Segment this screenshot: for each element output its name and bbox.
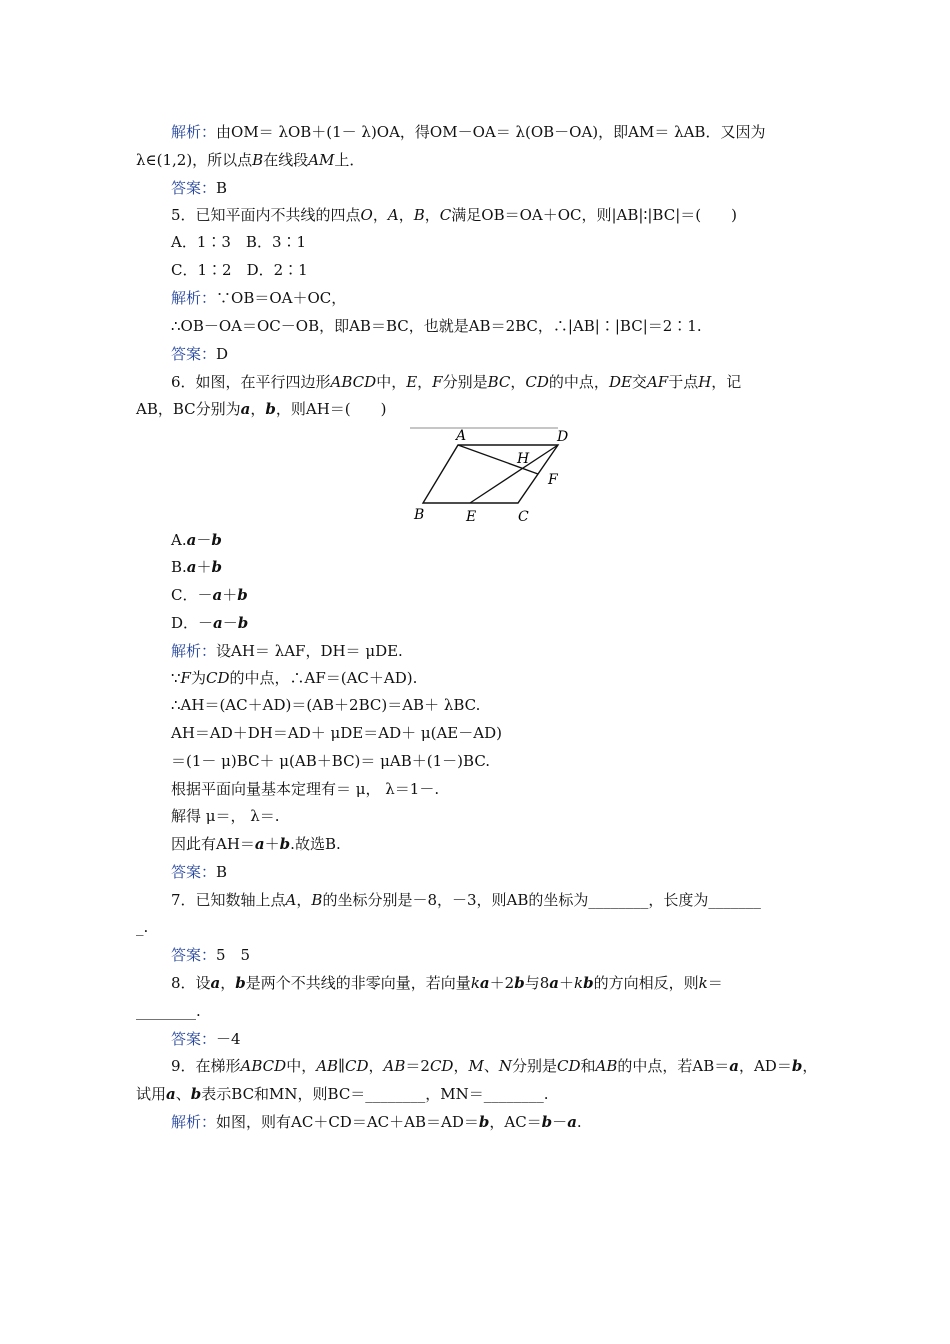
text-run: A．1∶3 B．3∶1 bbox=[171, 233, 307, 251]
text-run: AB bbox=[316, 1057, 339, 1075]
text-run: ， bbox=[453, 1057, 469, 1075]
text-line bbox=[171, 890, 761, 910]
text-run: ∵OB＝OA＋OC， bbox=[216, 289, 347, 307]
text-run: 交 bbox=[631, 373, 647, 391]
text-run: 中， bbox=[376, 373, 407, 391]
text-run: －4 bbox=[216, 1030, 241, 1048]
answer-label: 解析： bbox=[171, 123, 217, 141]
text-run: 的坐标分别是－8，－3，则AB的坐标为________，长度为_______ bbox=[322, 891, 761, 909]
text-run: 中， bbox=[286, 1057, 317, 1075]
text-run: 6．如图，在平行四边形 bbox=[171, 373, 331, 391]
text-run: 表示BC和MN，则BC＝________，MN＝________. bbox=[201, 1085, 549, 1103]
text-line bbox=[171, 779, 439, 799]
text-line bbox=[136, 1084, 549, 1104]
text-run: F bbox=[432, 373, 443, 391]
text-line bbox=[171, 1112, 582, 1132]
text-line bbox=[171, 530, 222, 550]
label-d: D bbox=[557, 429, 569, 445]
text-run: 为 bbox=[190, 669, 206, 687]
text-run: ， bbox=[424, 206, 440, 224]
text-run: b bbox=[237, 586, 248, 604]
text-run: B bbox=[216, 179, 228, 197]
text-line bbox=[171, 205, 737, 225]
text-line bbox=[136, 399, 387, 419]
text-run: ＋ bbox=[558, 974, 574, 992]
text-run: 与8 bbox=[524, 974, 550, 992]
text-run: D bbox=[216, 345, 229, 363]
text-run: k bbox=[470, 974, 480, 992]
text-run: BC bbox=[487, 373, 511, 391]
text-run: AB，BC分别为 bbox=[136, 400, 241, 418]
text-run: ， bbox=[250, 400, 266, 418]
text-run: C．1∶2 D．2∶1 bbox=[171, 261, 308, 279]
text-run: AB bbox=[383, 1057, 406, 1075]
text-line bbox=[171, 806, 280, 826]
label-h: H bbox=[517, 451, 530, 467]
text-run: － bbox=[222, 614, 238, 632]
text-run: M bbox=[468, 1057, 484, 1075]
text-line bbox=[136, 1001, 201, 1021]
text-run: 于点 bbox=[668, 373, 699, 391]
text-run: CD bbox=[429, 1057, 454, 1075]
label-e: E bbox=[466, 509, 477, 525]
text-run: ∴AH＝(AC＋AD)＝(AB＋2BC)＝AB＋ λBC. bbox=[171, 696, 481, 714]
text-line bbox=[136, 150, 364, 170]
text-line bbox=[171, 1056, 817, 1076]
text-run: ________. bbox=[136, 1002, 201, 1020]
text-run: ∥ bbox=[338, 1057, 345, 1075]
text-run: b bbox=[211, 558, 223, 576]
text-run: AF bbox=[646, 373, 669, 391]
parallelogram-figure bbox=[410, 424, 570, 528]
text-run: b bbox=[211, 531, 222, 549]
text-run: b bbox=[478, 1113, 490, 1131]
text-run: a bbox=[213, 614, 223, 632]
text-run: 的中点，若AB＝ bbox=[617, 1057, 730, 1075]
text-line bbox=[171, 316, 702, 336]
text-line bbox=[171, 260, 308, 280]
answer-label: 解析： bbox=[171, 289, 217, 307]
text-line bbox=[171, 122, 765, 142]
text-line bbox=[171, 1029, 241, 1049]
text-run: 上． bbox=[334, 151, 365, 169]
text-run: ＝ bbox=[707, 974, 723, 992]
text-run: ，则AH＝( ) bbox=[275, 400, 387, 418]
text-run: a bbox=[729, 1057, 739, 1075]
text-run: λ∈(1,2)，所以点 bbox=[136, 151, 253, 169]
text-run: b bbox=[514, 974, 525, 992]
text-run: b bbox=[583, 974, 594, 992]
text-line bbox=[171, 232, 306, 252]
text-run: a bbox=[210, 974, 221, 992]
text-run: F bbox=[180, 669, 191, 687]
text-run: a bbox=[479, 974, 490, 992]
text-run: 设AH＝ λAF，DH＝ μDE. bbox=[216, 642, 403, 660]
text-line bbox=[136, 917, 148, 937]
text-line bbox=[171, 834, 341, 854]
text-run: ， bbox=[398, 206, 414, 224]
text-run: a bbox=[166, 1085, 176, 1103]
text-run: 的中点，∴AF＝(AC＋AD). bbox=[229, 669, 418, 687]
answer-label: 答案： bbox=[171, 179, 217, 197]
text-line bbox=[171, 372, 741, 392]
label-f: F bbox=[548, 472, 558, 488]
text-run: D．－ bbox=[171, 614, 214, 632]
text-run: ， bbox=[510, 373, 526, 391]
text-run: 7．已知数轴上点 bbox=[171, 891, 286, 909]
text-run: A. bbox=[171, 531, 187, 549]
text-run: a bbox=[254, 835, 265, 853]
text-run: B. bbox=[171, 558, 187, 576]
text-run: b bbox=[237, 614, 249, 632]
text-run: b bbox=[265, 400, 276, 418]
text-line bbox=[171, 695, 480, 715]
text-run: AB bbox=[595, 1057, 618, 1075]
text-run: C．－ bbox=[171, 586, 213, 604]
text-line bbox=[171, 751, 490, 771]
text-run: 根据平面向量基本定理有＝ μ， λ＝1－. bbox=[171, 780, 440, 798]
text-run: ，记 bbox=[711, 373, 742, 391]
text-run: B bbox=[252, 151, 264, 169]
text-run: ， bbox=[220, 974, 236, 992]
text-run: 在线段 bbox=[263, 151, 309, 169]
text-run: a bbox=[186, 558, 197, 576]
text-run: 、 bbox=[175, 1085, 191, 1103]
text-run: 9．在梯形 bbox=[171, 1057, 241, 1075]
answer-label: 答案： bbox=[171, 863, 217, 881]
text-run: a bbox=[549, 974, 559, 992]
text-run: C bbox=[439, 206, 452, 224]
text-run: 和 bbox=[580, 1057, 596, 1075]
text-run: 分别是 bbox=[442, 373, 488, 391]
answer-label: 答案： bbox=[171, 345, 217, 363]
text-line bbox=[171, 344, 228, 364]
text-run: ＝(1－ μ)BC＋ μ(AB＋BC)＝ μAB＋(1－)BC. bbox=[171, 752, 491, 770]
answer-label: 答案： bbox=[171, 946, 217, 964]
text-run: CD bbox=[205, 669, 230, 687]
text-run: 是两个不共线的非零向量，若向量 bbox=[245, 974, 471, 992]
text-run: AM bbox=[308, 151, 335, 169]
text-line bbox=[171, 178, 227, 198]
text-run: B bbox=[413, 206, 425, 224]
text-run: O bbox=[360, 206, 373, 224]
text-run: DE bbox=[608, 373, 632, 391]
text-run: 因此有AH＝ bbox=[171, 835, 255, 853]
text-run: － bbox=[552, 1113, 568, 1131]
text-run: ∴OB－OA＝OC－OB，即AB＝BC，也就是AB＝2BC，∴|AB|∶|BC|＝2∶1. bbox=[171, 317, 702, 335]
text-run: ， bbox=[368, 1057, 384, 1075]
text-run: － bbox=[196, 531, 212, 549]
text-run: 解得 μ＝， λ＝. bbox=[171, 807, 280, 825]
text-run: ＝2 bbox=[405, 1057, 430, 1075]
text-run: ＋ bbox=[222, 586, 238, 604]
text-run: 的中点， bbox=[548, 373, 609, 391]
text-run: a bbox=[186, 531, 197, 549]
label-c: C bbox=[518, 509, 529, 525]
text-run: 分别是 bbox=[511, 1057, 557, 1075]
text-run: ABCD bbox=[240, 1057, 287, 1075]
text-line bbox=[171, 557, 222, 577]
text-run: b bbox=[541, 1113, 553, 1131]
text-line bbox=[171, 641, 403, 661]
text-run: 5．已知平面内不共线的四点 bbox=[171, 206, 361, 224]
text-run: 如图，则有AC＋CD＝AC＋AB＝AD＝ bbox=[216, 1113, 479, 1131]
text-run: H bbox=[698, 373, 712, 391]
text-run: a bbox=[212, 586, 223, 604]
text-run: ＋ bbox=[196, 558, 212, 576]
text-run: b bbox=[791, 1057, 803, 1075]
text-run: B bbox=[311, 891, 323, 909]
text-run: 由OM＝ λOB＋(1－ λ)OA，得OM－OA＝ λ(OB－OA)，即AM＝ λAB．又因为 bbox=[216, 123, 766, 141]
text-run: k bbox=[698, 974, 708, 992]
text-run: k bbox=[573, 974, 584, 992]
text-run: 试用 bbox=[136, 1085, 167, 1103]
text-line bbox=[171, 723, 502, 743]
text-run: ， bbox=[296, 891, 312, 909]
text-run: ， bbox=[372, 206, 388, 224]
text-run: b bbox=[279, 835, 291, 853]
text-run: a bbox=[240, 400, 251, 418]
text-run: ＋2 bbox=[489, 974, 515, 992]
text-run: A bbox=[285, 891, 297, 909]
text-run: 的方向相反，则 bbox=[593, 974, 699, 992]
text-line bbox=[171, 973, 723, 993]
answer-label: 解析： bbox=[171, 642, 217, 660]
text-run: _. bbox=[136, 918, 149, 936]
text-run: ＋ bbox=[264, 835, 280, 853]
text-line bbox=[171, 288, 346, 308]
text-run: ， bbox=[802, 1057, 818, 1075]
text-line bbox=[171, 613, 248, 633]
text-run: ，AD＝ bbox=[738, 1057, 792, 1075]
answer-label: 答案： bbox=[171, 1030, 217, 1048]
text-run: 满足OB＝OA＋OC，则|AB|∶|BC|＝( ) bbox=[451, 206, 737, 224]
text-run: CD bbox=[525, 373, 549, 391]
text-run: ，AC＝ bbox=[489, 1113, 542, 1131]
text-run: CD bbox=[345, 1057, 369, 1075]
label-b: B bbox=[414, 507, 425, 523]
text-line bbox=[171, 668, 417, 688]
text-run: 5 5 bbox=[216, 946, 251, 964]
text-line bbox=[171, 945, 250, 965]
text-run: .故选B. bbox=[290, 835, 341, 853]
text-run: ， bbox=[417, 373, 433, 391]
text-run: E bbox=[406, 373, 418, 391]
text-run: b bbox=[190, 1085, 202, 1103]
text-run: b bbox=[235, 974, 246, 992]
text-line bbox=[171, 862, 227, 882]
text-run: a bbox=[567, 1113, 577, 1131]
text-run: . bbox=[576, 1113, 582, 1131]
text-run: AH＝AD＋DH＝AD＋ μDE＝AD＋ μ(AE－AD) bbox=[171, 724, 502, 742]
text-run: CD bbox=[556, 1057, 581, 1075]
text-line bbox=[171, 585, 248, 605]
text-run: ABCD bbox=[330, 373, 377, 391]
text-run: N bbox=[498, 1057, 512, 1075]
label-a: A bbox=[456, 428, 467, 444]
text-run: A bbox=[387, 206, 399, 224]
text-run: 8．设 bbox=[171, 974, 211, 992]
text-run: B bbox=[216, 863, 228, 881]
text-run: 、 bbox=[483, 1057, 499, 1075]
answer-label: 解析： bbox=[171, 1113, 217, 1131]
text-run: ∵ bbox=[171, 669, 181, 687]
